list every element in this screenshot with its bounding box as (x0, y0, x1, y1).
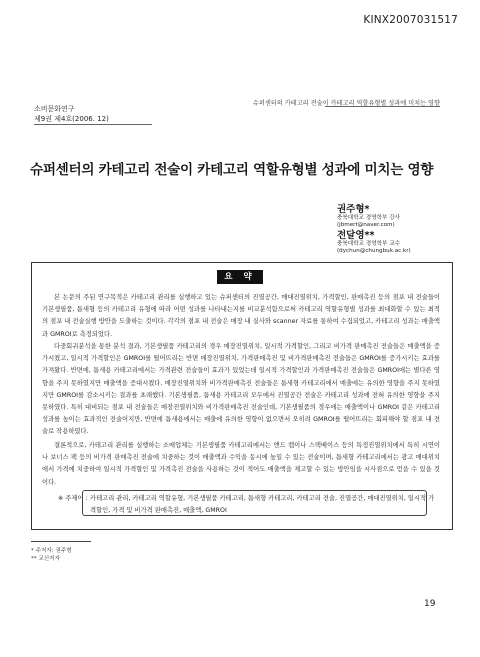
keywords-label: ※ 주제어 : (58, 495, 88, 502)
journal-volume: 제9권 제4호(2006. 12) (34, 115, 109, 123)
footnote-rule (31, 541, 91, 542)
journal-rule (34, 124, 152, 125)
author-2 (337, 230, 411, 255)
author-email: (jbmert@naver.com) (337, 222, 395, 228)
footnote: ** 교신저자 (31, 556, 60, 562)
running-header: 슈퍼센터의 카테고리 전술이 카테고리 역할유형별 성과에 미치는 영향 (252, 100, 440, 107)
document-id: KINX2007031517 (363, 14, 458, 26)
keywords: 카테고리 관리, 카테고리 역할유형, 기본생필품 카테고리, 틈새형 카테고리, 카테고리 전술, 진열공간, 매대진열위치, 일시적 가격할인, 가격 및 비가격 판매촉진, 매출액, GMROI (90, 495, 435, 515)
author-email: (dychun@chungbuk.ac.kr) (337, 248, 411, 254)
author-name: 전달영** (337, 230, 375, 241)
author-name: 권주형* (337, 204, 370, 215)
abstract-paragraph: 본 논문의 주된 연구목적은 카테고리 관리를 실행하고 있는 슈퍼센터의 진열공간, 매대진열위치, 가격할인, 판매촉진 등의 점포 내 전술들이 기본생필품, 틈새형 등의 카테고리 유형에 따라 어떤 성과를 나타내는지를 비교분석함으로써 카테고리 역할유형별 성과를 최대화할 수 있는 최적의 점포 내 전술실행 방안을 도출하는 것이다. 각각의 점포 내 전술은 매장 내 실사와 scanner 자료를 통하여 수집되었고, 카테고리 성과는 매출액과 GMROI로 측정되었다. (42, 294, 440, 338)
abstract-paragraph: 결론적으로, 카테고리 관리를 실행하는 소매업체는 기본생필품 카테고리에서는 엔드 캡이나 스택베이스 등의 특정진열위치에서 특히 시연이나 보너스 팩 등의 비가격 판매촉진 전술에 치중하는 것이 매출액과 수익을 동시에 높일 수 있는 전술이며, 틈새형 카테고리에서는 광고 매대위치에서 가격에 치중하여 일시적 가격할인 및 가격촉진 전술을 사용하는 것이 적어도 매출액을 제고할 수 있는 방안임을 시사점으로 얻을 수 있을 것이다. (42, 442, 440, 486)
author-1 (337, 204, 400, 229)
page-number: 19 (424, 599, 436, 609)
paper-title: 슈퍼센터의 카테고리 전술이 카테고리 역할유형별 성과에 미치는 영향 (30, 162, 434, 178)
journal-name: 소비문화연구 (34, 105, 75, 113)
footnote: * 주저자: 권주형 (31, 548, 72, 554)
author-affiliation: 충북대학교 경영학부 강사 (337, 215, 400, 221)
journal-info (34, 104, 109, 124)
abstract-paragraph: 다중회귀분석을 통한 분석 결과, 기본생필품 카테고리의 경우 매장진열위치, 일시적 가격할인, 그리고 비가격 판매촉진 전술들은 매출액을 증가시켰고, 일시적 가격할인은 GMROI를 떨어뜨리는 반면 매장진열위치, 가격판매촉진 및 비가격판매촉진 전술들은 GMROI를 증가시키는 효과를 가져왔다. 반면에, 틈새용 카테고리에서는 가격관련 전술들이 효과가 있었는데 일시적 가격할인과 가격판매촉진 전술들은 GMROI에는 별다른 영향을 주지 못하였지만 매출액을 증대시켰다. 매장진열위치와 비가격판매촉진 전술들은 틈새형 카테고리에서 매출에는 유의한 영향을 주지 못하였지만 GMROI를 감소시키는 결과를 초래했다. 기본생필품, 틈새용 카테고리 모두에서 진열공간 전술은 카테고리 성과에 전혀 유의한 영향을 주지 못하였다. 특히 대비되는 점포 내 전술들은 매장진열위치와 비가격판매촉진 전술인데, 기본생필품의 경우에는 매출액이나 GMROI 같은 카테고리 성과를 높이는 효과적인 전술이지만, 반면에 틈새용에서는 매출에 유의한 영향이 없으면서 오히려 GMROI를 떨어뜨리는 회피해야 할 점포 내 전술로 작용하였다. (42, 343, 440, 436)
abstract-heading: 요 약 (217, 270, 263, 284)
author-affiliation: 충북대학교 경영학부 교수 (337, 241, 400, 247)
running-header-rule (325, 106, 440, 107)
